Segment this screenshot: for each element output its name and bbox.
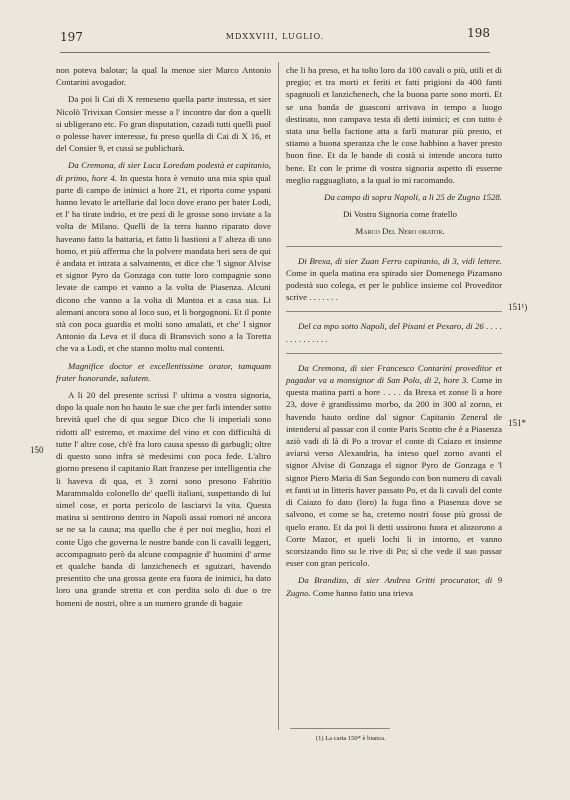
section-rule (286, 353, 502, 354)
paragraph: Da poi li Cai di X remeseno quella parte instessa, et sier Nicolò Trivixan Consier messe a l' incontro dar don a quelli si ubligerano etc. Fo gran disputation, cazadi tutti quelli puol o polesse haver interesse, fu preso quella di Cai di X 16, et del Consier 9, et cussì se publicharà. (56, 94, 271, 154)
paragraph: che li ha preso, et ha tolto loro da 100 cavali o più, utili et di pregio; et tra morti et feriti et fatti prigioni da 400 fanti spagnuoli et lanzichenech, che la buona parte sono morti. Et se una banda de guasconi arrivava in tempo a luogo destinato, non campava testa di detti inimici; et con tutto è stata una bella factione atta a farli maturar più presto, et stiamo a buona speranza che le cose habbino a haver presto buon fine. Et da le bande di costà si intende ancora tutto bene. Et con le prime di vostra signoria aspetto di esserne meglio ragguagliato, a la qual io mi racomando. (286, 65, 502, 185)
section-rule (286, 246, 502, 247)
letter-body: A li 20 del presente scrissi l' ultima a vostra signoria, dopo la quale non ho hauto le sue che per farli intender sotto brevità quel che di qua segue Dico che li imperiali sono ridotti all' estremo, et maxime del vino et con difficultà di tutte l' altre cose, ch'è fra loro causa spesso di garbugli; oltre di questo sono infra sè medesimi con poca fede. L'altro giorno preseno il capitanio Ratt franzese per intelligentia che li haveva di qua, et 3 zorni sono presono Fabritio Marammaldo colonello de' quelli italiani, suspettando di lui simel cose, et porta pericolo de lasciarvi la vita. Questa matina si sentirono dentro in Napoli assai romori né ancora se ne sa la causa; ma quello che è per noi meglio, hozi el conte Ugo che governa le nostre bande con li cavalli leggeri, accompagnato però da alcune compagnie d' huomini d' arme et qualche banda di lanzichenech et sguizari, havendo presentito che una grossa gente era fuora de inimici, ha dato loro una grande stretta et con perdita solo di due o tre homeni de nostri, oltre a un numero grande di bagaie (56, 390, 271, 608)
signature-name: Marco Del Nero orator. (355, 226, 445, 237)
letter-body: In questa hora è venuto una mia spia qual parte di campo de inimici a hore 21, et riporta come yspani hanno levato le artellarie dal loco dove erano per bater Lodi, et l' ha tirate indrio, et tre pezi di le grosse sono inviate a la volta de Milano. Quelli de la terra hanno riparato dove haveano fatto la battaria, et fatto li bastioni a l' alteza di uno homo, et più afferma che la polvere mandata heri sera de qui è andata et intrata a salvamento, et dice che 'l signor Alvise et signor Pyro da Gonzaga con tutte loro compagnie sono levate de campo et vanno a la volta de Piasenza. Alcuni dicono che vanno a la volta di Mantoa et a casa sua. Li alemani ancora sono al loco suo, et li borgognoni. Et il ponte stà con poca guardia et molti sono amalati, et che' l signor Antonio da Leva et il duca di Bransvich sono a la Toretta che va a Lodi, et che stanno molto mal contenti. (56, 172, 271, 354)
paragraph (56, 159, 271, 354)
paragraph (286, 574, 502, 598)
letter-heading: Da Brandizo, di sier Andrea Gritti procurator, di 9 Zugno. (286, 575, 502, 598)
letter-body: Come in questa matina parti a hore . . . . da Brexa et zonse lì a hore 23, dove è grandissimo morbo, da 200 in 300 al zorno, et havendo hauto ordine dal signor Capitanio Zeneral de intendersi al passar con il conte Paris Scotto che è a Piasenza aziò vadi di là di Po a trovar el conte di Caiazo et insieme aviarsi verso Alexandria, ha inteso quel zorno avanti el signor Alvise di Gonzaga el signor Pyro de Gonzaga e 'l signor Piero Maria di San Segondo con bon numero di cavali et fanti ut in litteris haver passato Po, et da li cavali del conte di Caiazo fo dato (loro) la fuga fino a Piasenza dove se salvono, et come se ha, cretemo nostri fosse più grossi de quelo erano. Et da poi li detti ussirono fuora et alozorono a Corte Mazor, et queli lochi li in intorno, et vanno scorsizando fino su le rive di Po; sì che vede il suo passar esser con gran pericolo. (286, 375, 502, 569)
footnote: (1) La carta 150* è bianca. (316, 735, 386, 742)
signature-line: Di Vostra Signoria come fratello (342, 209, 457, 220)
footnote-rule (290, 728, 390, 729)
paragraph (286, 255, 502, 304)
margin-number: 150 (30, 445, 44, 455)
page-number-left: 197 (60, 30, 83, 44)
letter-heading: Del ca mpo sotto Napoli, del Pixani et Pexaro, di 26 . . . . . . . . . . . . . . (286, 321, 502, 344)
margin-number: 151* (508, 418, 526, 428)
letter-heading: Di Brexa, di sier Zuan Ferro capitanio, di 3, vidi lettere. (298, 255, 502, 266)
margin-number: 151¹) (508, 302, 528, 312)
dateline: Da campo di sopra Napoli, a li 25 de Zugno 1528. (324, 192, 502, 203)
letter-heading: Magnifice doctor et excellentissime orator, tamquam frater honorande, salutem. (56, 360, 271, 383)
letter-heading: Da Cremona, di sier Francesco Contarini proveditor et pagador va a monsignor di San Polo, di 2, hore 3. (286, 362, 502, 386)
paragraph: non poteva balotar; la qual la menoe sier Marco Antonio Contarini avogador. (56, 65, 271, 88)
letter-heading: Da Cremona, di sier Luca Loredam podestà et capitanio, di primo, hore 4. (56, 160, 271, 183)
paragraph (286, 362, 502, 569)
page-header (60, 26, 490, 53)
column-divider (278, 62, 279, 730)
letter-body: Come hanno fatto una trieva (312, 587, 414, 598)
section-rule (286, 311, 502, 312)
right-column (286, 64, 502, 604)
left-column (56, 64, 271, 614)
page-number-right: 198 (467, 26, 490, 40)
letter-body: Come in quela matina era spirado sier Domenego Pizamano podestà suo colega, et per le publice insieme col Proveditor scrive . . . . . . . (286, 267, 502, 303)
running-title: MDXXVIII, LUGLIO. (225, 32, 325, 41)
